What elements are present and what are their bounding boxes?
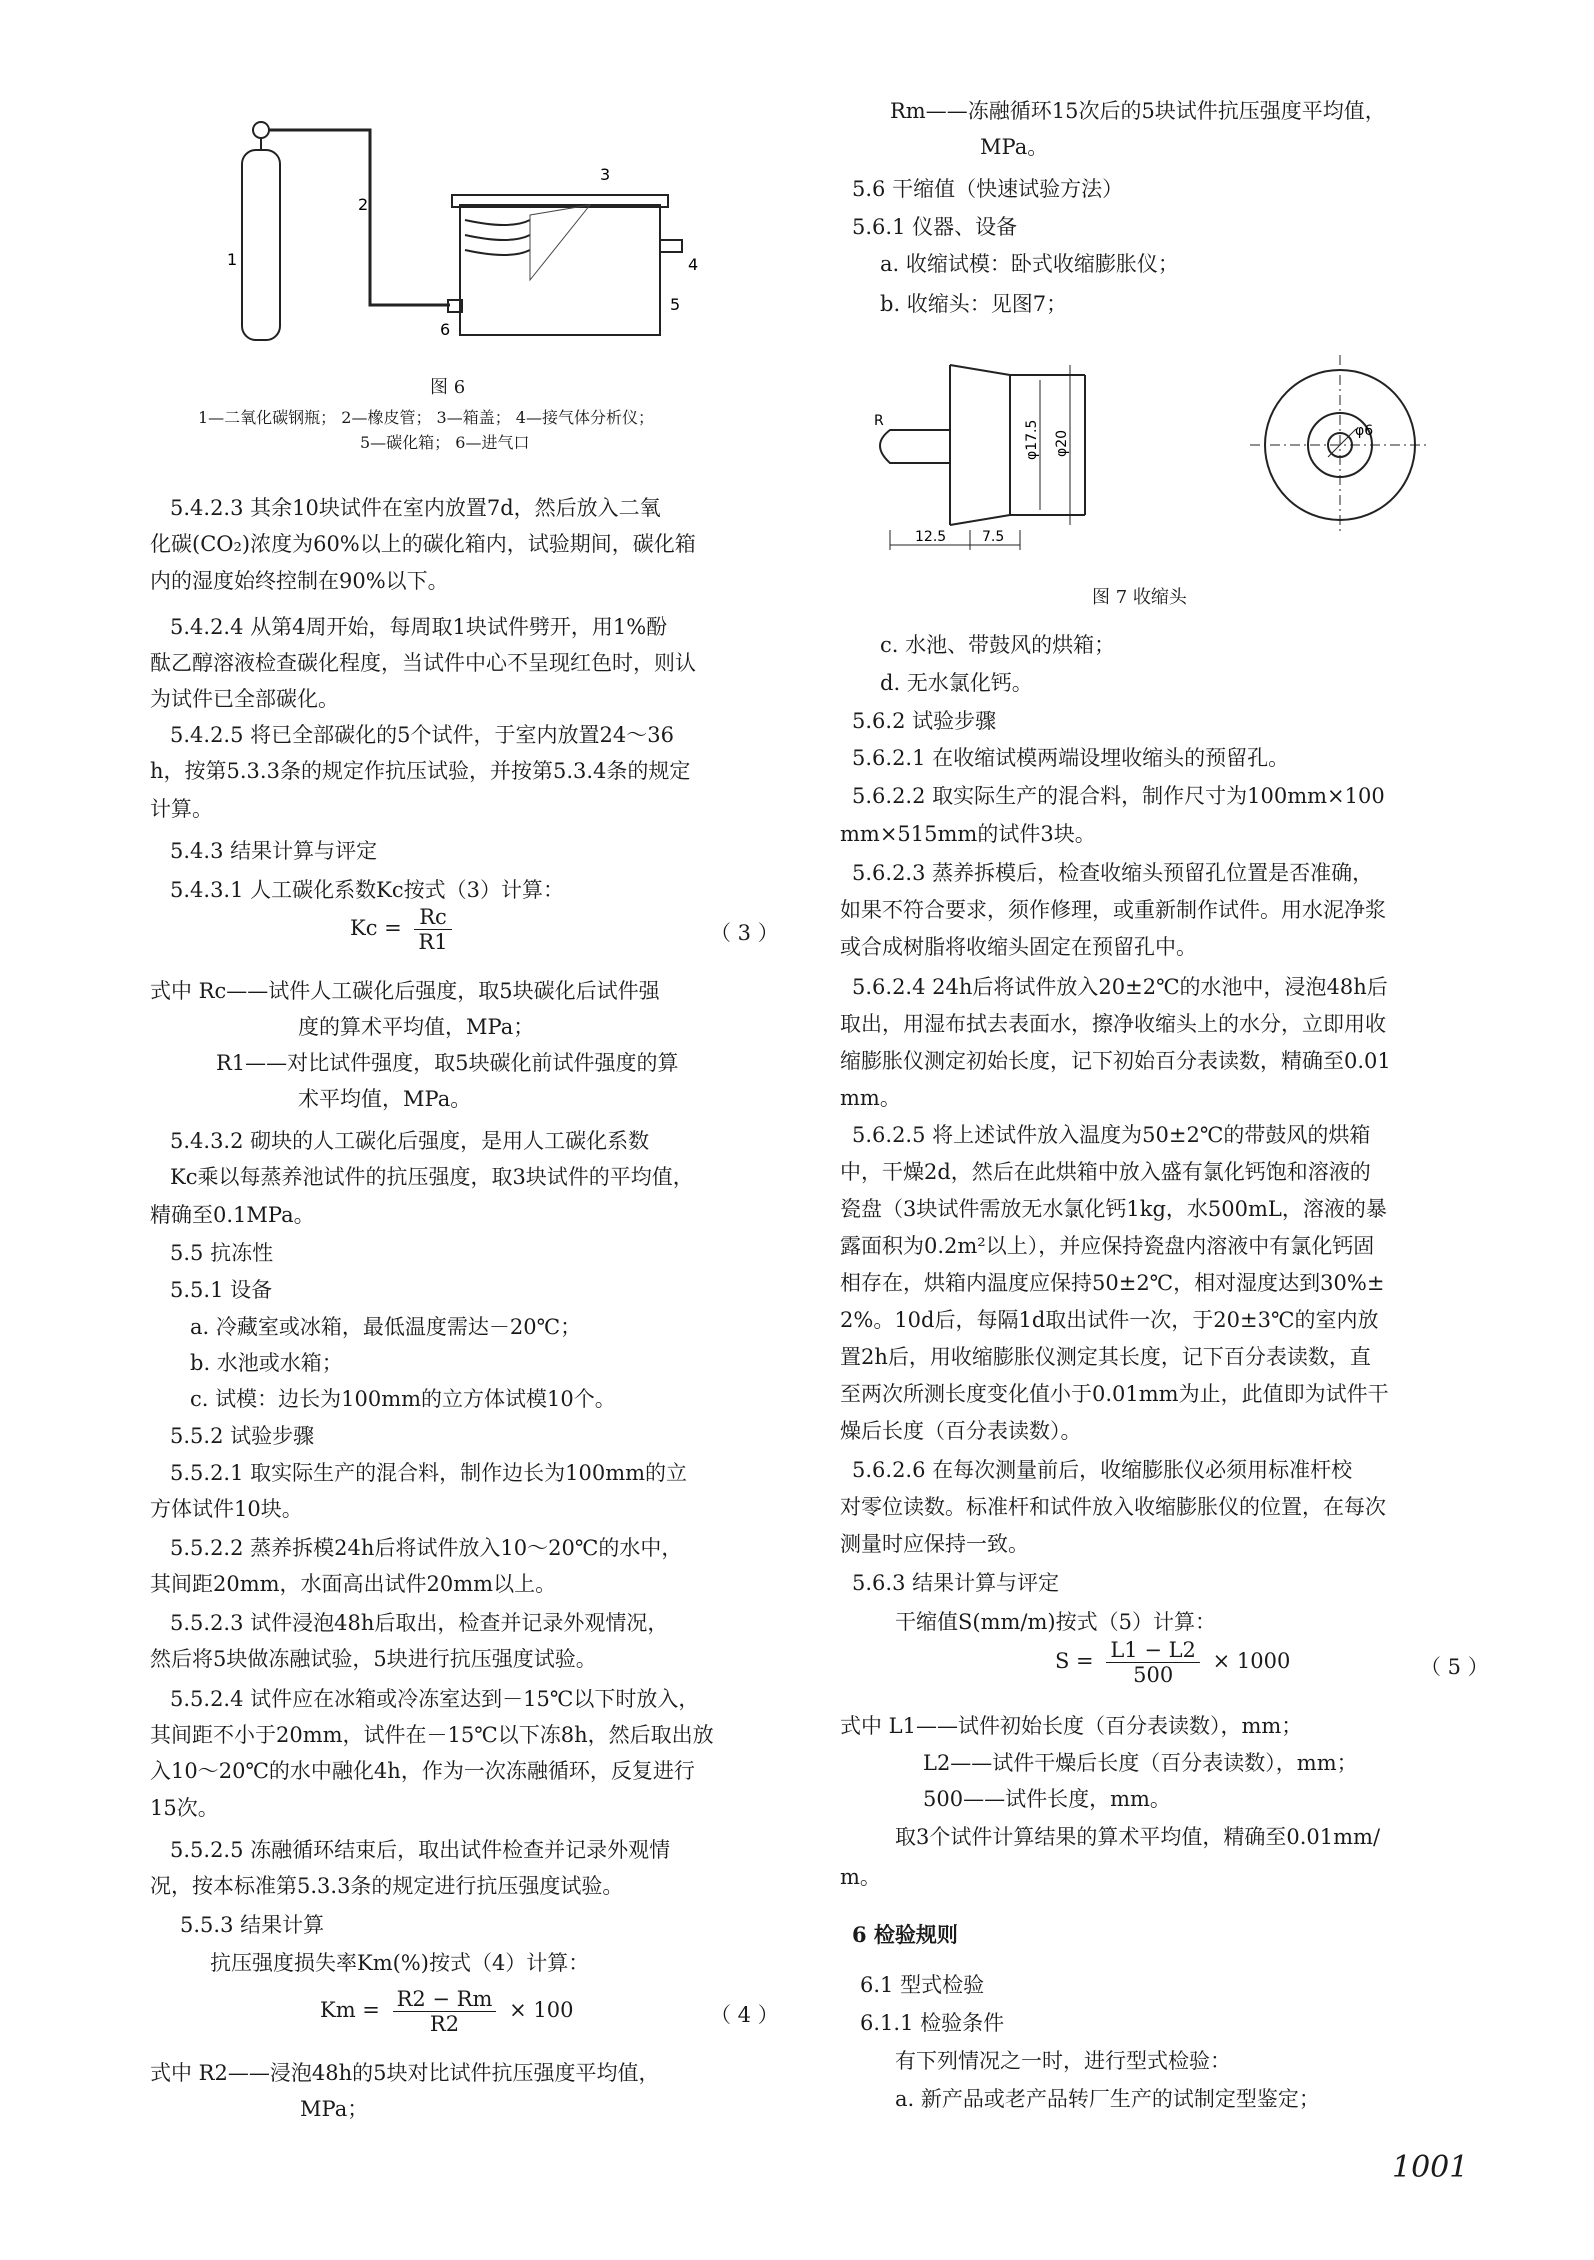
fig6-caption-line2: 5—碳化箱； 6—进气口	[360, 433, 530, 452]
right-line: MPa。	[980, 135, 1049, 159]
left-line: h，按第5.3.3条的规定作抗压试验，并按第5.3.4条的规定	[150, 759, 691, 783]
left-line: 式中 R2——浸泡48h的5块对比试件抗压强度平均值，	[150, 2061, 660, 2085]
left-line: 5.5.2.5 冻融循环结束后，取出试件检查并记录外观情	[170, 1838, 671, 1862]
fig7-dim-1: 12.5	[915, 529, 947, 545]
right-line: 燥后长度（百分表读数）。	[840, 1419, 1082, 1443]
fig6-label-6: 6	[440, 320, 451, 339]
formula-3	[350, 905, 458, 954]
left-line: 15次。	[150, 1796, 219, 1820]
right-line: 干缩值S(mm/m)按式（5）计算：	[895, 1610, 1216, 1634]
fig7-dim-d2: φ20	[1054, 429, 1070, 457]
fig7-dim-hole: φ6	[1355, 423, 1374, 439]
right-line: 有下列情况之一时，进行型式检验：	[895, 2049, 1231, 2073]
right-line: 式中 L1——试件初始长度（百分表读数），mm；	[840, 1714, 1303, 1738]
right-line: 中，干燥2d，然后在此烘箱中放入盛有氯化钙饱和溶液的	[840, 1160, 1371, 1184]
left-line: 然后将5块做冻融试验，5块进行抗压强度试验。	[150, 1647, 597, 1671]
left-line: 5.5.2.2 蒸养拆模24h后将试件放入10～20℃的水中，	[170, 1536, 683, 1560]
right-line: 对零位读数。标准杆和试件放入收缩膨胀仪的位置，在每次	[840, 1495, 1386, 1519]
right-line: 5.6.3 结果计算与评定	[852, 1571, 1060, 1595]
left-line: 5.4.2.3 其余10块试件在室内放置7d，然后放入二氧	[170, 496, 661, 520]
left-line: 5.4.3 结果计算与评定	[170, 839, 378, 863]
right-line: 瓷盘（3块试件需放无水氯化钙1kg，水500mL，溶液的暴	[840, 1197, 1387, 1221]
right-line: 5.6.2.3 蒸养拆模后，检查收缩头预留孔位置是否准确，	[852, 861, 1374, 885]
left-line: 5.4.2.5 将已全部碳化的5个试件，于室内放置24～36	[170, 723, 674, 747]
left-line: R1——对比试件强度，取5块碳化前试件强度的算	[216, 1051, 679, 1075]
formula-4-tail: × 100	[509, 1998, 574, 2022]
fig6-label-3: 3	[600, 165, 611, 184]
fig6-label-4: 4	[688, 255, 699, 274]
left-line: 精确至0.1MPa。	[150, 1203, 315, 1227]
right-line: 缩膨胀仪测定初始长度，记下初始百分表读数，精确至0.01	[840, 1049, 1391, 1073]
formula-5-lhs: S =	[1055, 1649, 1094, 1673]
figure-7	[870, 335, 1500, 565]
left-line: 方体试件10块。	[150, 1497, 303, 1521]
right-line: mm。	[840, 1086, 901, 1110]
formula-4	[320, 1987, 573, 2036]
left-line: c. 试模：边长为100mm的立方体试模10个。	[190, 1387, 616, 1411]
page-number: 1001	[1392, 2150, 1469, 2185]
right-line: mm×515mm的试件3块。	[840, 822, 1096, 846]
formula-3-denominator: R1	[418, 930, 448, 954]
fig6-label-2: 2	[358, 195, 369, 214]
left-line: 5.4.3.2 砌块的人工碳化后强度，是用人工碳化系数	[170, 1129, 650, 1153]
right-line: 或合成树脂将收缩头固定在预留孔中。	[840, 935, 1197, 959]
left-line: 抗压强度损失率Km(%)按式（4）计算：	[210, 1951, 590, 1975]
formula-5-number: （ 5 ）	[1420, 1655, 1489, 1679]
left-line: 入10～20℃的水中融化4h，作为一次冻融循环，反复进行	[150, 1759, 695, 1783]
right-line: 露面积为0.2m²以上），并应保持瓷盘内溶液中有氯化钙固	[840, 1234, 1375, 1258]
figure-7-drawing	[870, 335, 1500, 565]
left-line: 5.5.3 结果计算	[180, 1913, 325, 1937]
left-line: 况，按本标准第5.3.3条的规定进行抗压强度试验。	[150, 1874, 624, 1898]
right-line: 5.6.2 试验步骤	[852, 709, 997, 733]
left-line: Kc乘以每蒸养池试件的抗压强度，取3块试件的平均值，	[170, 1165, 694, 1189]
left-line: 5.5 抗冻性	[170, 1241, 274, 1265]
right-line: 至两次所测长度变化值小于0.01mm为止，此值即为试件干	[840, 1382, 1389, 1406]
right-line: 测量时应保持一致。	[840, 1532, 1029, 1556]
right-line: a. 收缩试模：卧式收缩膨胀仪；	[880, 252, 1179, 276]
right-line: d. 无水氯化钙。	[880, 671, 1033, 695]
right-line: 如果不符合要求，须作修理，或重新制作试件。用水泥净浆	[840, 898, 1386, 922]
formula-3-lhs: Kc =	[350, 916, 402, 940]
fig7-caption: 图 7 收缩头	[1092, 587, 1187, 608]
left-line: 5.4.2.4 从第4周开始，每周取1块试件劈开，用1%酚	[170, 615, 668, 639]
formula-4-lhs: Km =	[320, 1998, 380, 2022]
right-line: c. 水池、带鼓风的烘箱；	[880, 633, 1116, 657]
right-line: L2——试件干燥后长度（百分表读数），mm；	[923, 1751, 1358, 1775]
right-line: 500——试件长度，mm。	[923, 1787, 1171, 1811]
formula-3-numerator: Rc	[414, 905, 451, 930]
section-6-heading: 6 检验规则	[852, 1922, 958, 1947]
formula-4-numerator: R2 − Rm	[393, 1987, 497, 2012]
fig7-dim-d1: φ17.5	[1024, 419, 1040, 460]
left-line: 5.5.2 试验步骤	[170, 1424, 315, 1448]
right-line: 2%。10d后，每隔1d取出试件一次，于20±3℃的室内放	[840, 1308, 1379, 1332]
left-line: 计算。	[150, 797, 213, 821]
right-line: Rm——冻融循环15次后的5块试件抗压强度平均值，	[890, 99, 1386, 123]
formula-5	[1055, 1638, 1290, 1687]
right-line: 取3个试件计算结果的算术平均值，精确至0.01mm/	[895, 1825, 1381, 1849]
fig7-dim-2: 7.5	[982, 529, 1005, 545]
left-line: 酞乙醇溶液检查碳化程度，当试件中心不呈现红色时，则认	[150, 651, 696, 675]
fig6-label-1: 1	[227, 250, 238, 269]
left-line: 5.5.1 设备	[170, 1278, 273, 1302]
fig6-caption-line1: 1—二氧化碳钢瓶； 2—橡皮管； 3—箱盖； 4—接气体分析仪；	[198, 408, 654, 427]
right-line: 6.1.1 检验条件	[860, 2011, 1005, 2035]
left-line: 术平均值，MPa。	[298, 1087, 472, 1111]
fig6-title: 图 6	[430, 377, 466, 398]
right-line: a. 新产品或老产品转厂生产的试制定型鉴定；	[895, 2087, 1320, 2111]
formula-3-number: （ 3 ）	[710, 921, 779, 945]
right-line: 5.6.2.6 在每次测量前后，收缩膨胀仪必须用标准杆校	[852, 1458, 1353, 1482]
formula-4-denominator: R2	[429, 2012, 460, 2036]
right-line: 5.6.2.2 取实际生产的混合料，制作尺寸为100mm×100	[852, 784, 1385, 808]
right-line: b. 收缩头：见图7；	[880, 292, 1068, 316]
left-line: 5.5.2.3 试件浸泡48h后取出，检查并记录外观情况，	[170, 1611, 669, 1635]
fig6-label-5: 5	[670, 295, 681, 314]
left-line: b. 水池或水箱；	[190, 1351, 343, 1375]
formula-5-denominator: 500	[1133, 1663, 1174, 1687]
left-line: 为试件已全部碳化。	[150, 687, 339, 711]
left-line: 5.5.2.1 取实际生产的混合料，制作边长为100mm的立	[170, 1461, 688, 1485]
right-line: 5.6 干缩值（快速试验方法）	[852, 177, 1124, 201]
left-line: 其间距20mm，水面高出试件20mm以上。	[150, 1572, 557, 1596]
right-line: 5.6.2.4 24h后将试件放入20±2℃的水池中，浸泡48h后	[852, 975, 1388, 999]
left-line: 化碳(CO₂)浓度为60%以上的碳化箱内，试验期间，碳化箱	[150, 532, 696, 556]
formula-4-number: （ 4 ）	[710, 2003, 779, 2027]
left-line: 度的算术平均值，MPa；	[298, 1015, 535, 1039]
left-line: 5.4.3.1 人工碳化系数Kc按式（3）计算：	[170, 878, 564, 902]
right-line: 置2h后，用收缩膨胀仪测定其长度，记下百分表读数，直	[840, 1345, 1371, 1369]
left-line: 内的湿度始终控制在90%以下。	[150, 569, 449, 593]
formula-5-tail: × 1000	[1212, 1649, 1291, 1673]
right-line: 取出，用湿布拭去表面水，擦净收缩头上的水分，立即用收	[840, 1012, 1386, 1036]
right-line: 相存在，烘箱内温度应保持50±2℃，相对湿度达到30%±	[840, 1271, 1385, 1295]
right-line: 5.6.2.5 将上述试件放入温度为50±2℃的带鼓风的烘箱	[852, 1123, 1371, 1147]
left-line: a. 冷藏室或冰箱，最低温度需达－20℃；	[190, 1315, 582, 1339]
left-line: 5.5.2.4 试件应在冰箱或冷冻室达到－15℃以下时放入，	[170, 1687, 700, 1711]
right-line: 5.6.1 仪器、设备	[852, 215, 1018, 239]
left-line: MPa；	[300, 2097, 369, 2121]
left-line: 式中 Rc——试件人工碳化后强度，取5块碳化后试件强	[150, 979, 660, 1003]
fig7-dim-r: R	[874, 413, 884, 429]
right-line: m。	[840, 1865, 881, 1889]
left-line: 其间距不小于20mm，试件在－15℃以下冻8h，然后取出放	[150, 1723, 714, 1747]
formula-5-numerator: L1 − L2	[1106, 1638, 1200, 1663]
right-line: 5.6.2.1 在收缩试模两端设埋收缩头的预留孔。	[852, 746, 1290, 770]
right-line: 6.1 型式检验	[860, 1973, 985, 1997]
